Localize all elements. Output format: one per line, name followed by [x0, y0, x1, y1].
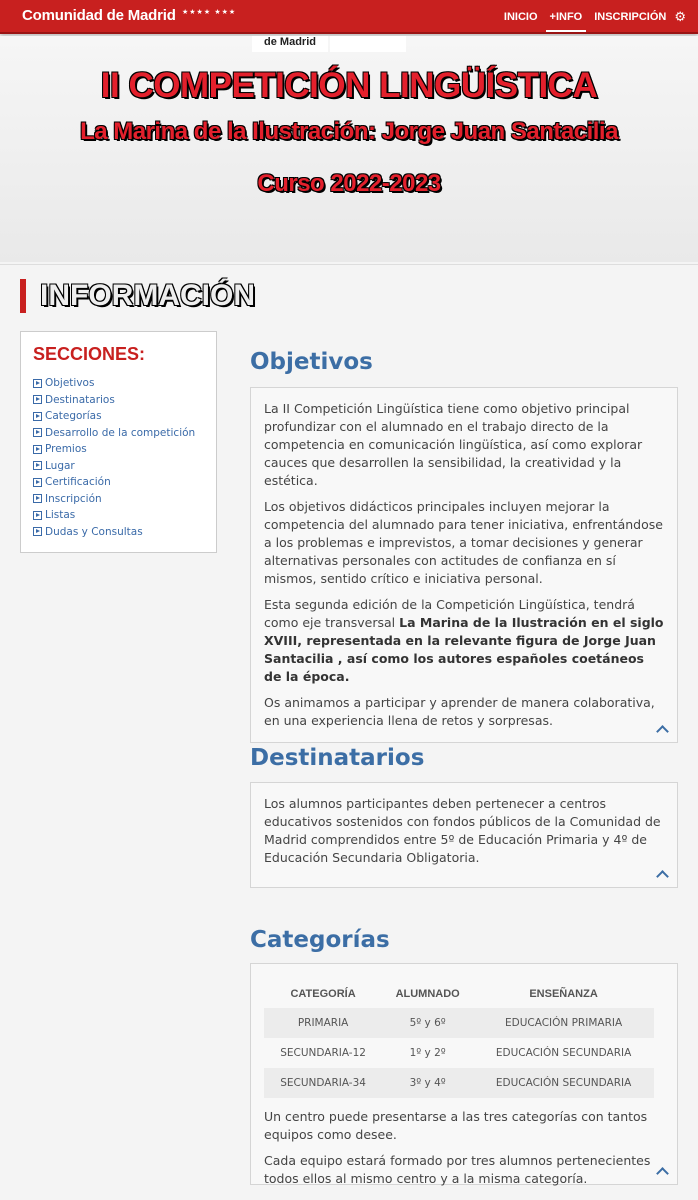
hero-course: Curso 2022-2023: [257, 170, 441, 197]
table-header: ENSEÑANZA: [529, 988, 598, 1000]
hero-title: II COMPETICIÓN LINGÜÍSTICA: [100, 66, 598, 105]
objetivos-paragraph: [264, 596, 664, 686]
table-cell: EDUCACIÓN PRIMARIA: [473, 1008, 654, 1038]
sidebar-item-certificacion[interactable]: [33, 474, 204, 491]
sidebar-item-label[interactable]: Premios: [45, 443, 87, 456]
brand-logo[interactable]: Comunidad de Madrid: [22, 7, 176, 24]
categories-table: [264, 980, 654, 1098]
table-cell: 1º y 2º: [409, 1047, 446, 1059]
sidebar-item-label[interactable]: Desarrollo de la competición: [45, 426, 196, 439]
table-header: CATEGORÍA: [290, 988, 356, 1000]
nav-inicio[interactable]: INICIO: [503, 11, 538, 23]
destinatarios-heading: Destinatarios: [250, 745, 425, 771]
play-square-icon: [33, 445, 42, 454]
sidebar-item-label[interactable]: Listas: [45, 509, 76, 522]
logo-tab-secondary: [330, 36, 406, 52]
sidebar-item-dudas[interactable]: [33, 524, 204, 541]
play-square-icon: [33, 478, 42, 487]
sidebar-list: [33, 375, 204, 540]
objetivos-paragraph: La II Competición Lingüística tiene como objetivo principal profundizar con el alumnado en el trabajo directo de la competencia en comunicación lingüística, así como explorar cauces que desarrollen la sensibilidad, la creatividad y la estética.: [264, 401, 643, 488]
chevron-up-icon[interactable]: [658, 723, 667, 736]
chevron-up-icon[interactable]: [658, 868, 667, 881]
play-square-icon: [33, 494, 42, 503]
nav-inscripcion[interactable]: INSCRIPCIÓN: [594, 11, 667, 23]
table-cell: EDUCACIÓN SECUNDARIA: [495, 1047, 632, 1059]
table-cell: EDUCACIÓN SECUNDARIA: [473, 1068, 654, 1098]
sidebar-item-label[interactable]: Lugar: [45, 459, 75, 472]
sidebar-item-label[interactable]: Destinatarios: [45, 393, 115, 406]
sidebar-item-label[interactable]: Dudas y Consultas: [45, 525, 143, 538]
destinatarios-panel: [250, 782, 678, 888]
sections-sidebar: [20, 331, 217, 553]
nav-info[interactable]: +INFO: [544, 0, 589, 34]
categorias-panel: [250, 963, 678, 1185]
play-square-icon: [33, 527, 42, 536]
table-row: [264, 1038, 654, 1068]
objetivos-panel: [250, 387, 678, 743]
logo-tab: de Madrid: [252, 36, 328, 52]
sidebar-item-inscripcion[interactable]: [33, 491, 204, 508]
categorias-paragraph: Un centro puede presentarse a las tres categorías con tantos equipos como desee.: [264, 1109, 648, 1142]
sidebar-heading: SECCIONES:: [33, 344, 146, 364]
table-cell: 5º y 6º: [382, 1008, 473, 1038]
destinatarios-paragraph: Los alumnos participantes deben pertenecer a centros educativos sostenidos con fondos públicos de la Comunidad de Madrid comprendidos entre 5º de Educación Primaria y 4º de Educación Secundaria Obligatoria.: [264, 796, 661, 865]
sidebar-item-destinatarios[interactable]: [33, 392, 204, 409]
sidebar-item-label[interactable]: Objetivos: [45, 377, 95, 390]
table-row: [264, 1008, 654, 1038]
table-cell: SECUNDARIA-12: [280, 1047, 366, 1059]
sidebar-item-label[interactable]: Certificación: [45, 476, 111, 489]
main-nav: [498, 0, 686, 34]
sidebar-item-label[interactable]: Categorías: [45, 410, 102, 423]
header-banner: [0, 36, 698, 262]
table-header-row: [264, 980, 654, 1008]
table-cell: PRIMARIA: [264, 1008, 382, 1038]
table-cell: SECUNDARIA-34: [264, 1068, 382, 1098]
chevron-up-icon[interactable]: [658, 1165, 667, 1178]
sidebar-item-lugar[interactable]: [33, 458, 204, 475]
objetivos-paragraph: Los objetivos didácticos principales incluyen mejorar la competencia del alumnado para tener iniciativa, enfrentándose a los problemas e imprevistos, a tomar decisiones y generar alternativas personales con actitudes de confianza en sí mismos, sentido crítico e iniciativa personal.: [264, 499, 663, 586]
sidebar-item-categorias[interactable]: [33, 408, 204, 425]
table-cell: 3º y 4º: [382, 1068, 473, 1098]
play-square-icon: [33, 412, 42, 421]
play-square-icon: [33, 461, 42, 470]
categorias-heading: Categorías: [250, 927, 390, 953]
table-header: ALUMNADO: [395, 988, 460, 1000]
top-bar: [0, 0, 698, 34]
sidebar-item-objetivos[interactable]: [33, 375, 204, 392]
page-title: INFORMACIÓN: [20, 279, 255, 313]
play-square-icon: [33, 395, 42, 404]
objetivos-heading: Objetivos: [250, 349, 373, 375]
objetivos-eje-bold: La Marina de la Ilustración en el siglo XVIII, representada en la relevante figura de Jorge Juan Santacilia , así como los autores españoles coetáneos de la época.: [264, 615, 664, 684]
play-square-icon: [33, 379, 42, 388]
main-content: [0, 264, 698, 1200]
sidebar-item-desarrollo[interactable]: [33, 425, 204, 442]
sidebar-item-listas[interactable]: [33, 507, 204, 524]
gear-icon[interactable]: ⚙: [674, 9, 686, 25]
play-square-icon: [33, 511, 42, 520]
sidebar-item-label[interactable]: Inscripción: [45, 492, 102, 505]
play-square-icon: [33, 428, 42, 437]
objetivos-eje-text: Esta segunda edición de la Competición Lingüística, tendrá como eje transversal: [264, 597, 635, 630]
hero-subtitle: La Marina de la Ilustración: Jorge Juan Santacilia: [80, 118, 618, 145]
categorias-paragraph: Cada equipo estará formado por tres alumnos pertenecientes todos ellos al mismo centro y a la misma categoría.: [264, 1153, 651, 1186]
objetivos-paragraph: Os animamos a participar y aprender de manera colaborativa, en una experiencia llena de retos y sorpresas.: [264, 695, 655, 728]
table-row: [264, 1068, 654, 1098]
sidebar-item-premios[interactable]: [33, 441, 204, 458]
stars-logo-icon: ★★★★ ★★★: [182, 8, 237, 16]
